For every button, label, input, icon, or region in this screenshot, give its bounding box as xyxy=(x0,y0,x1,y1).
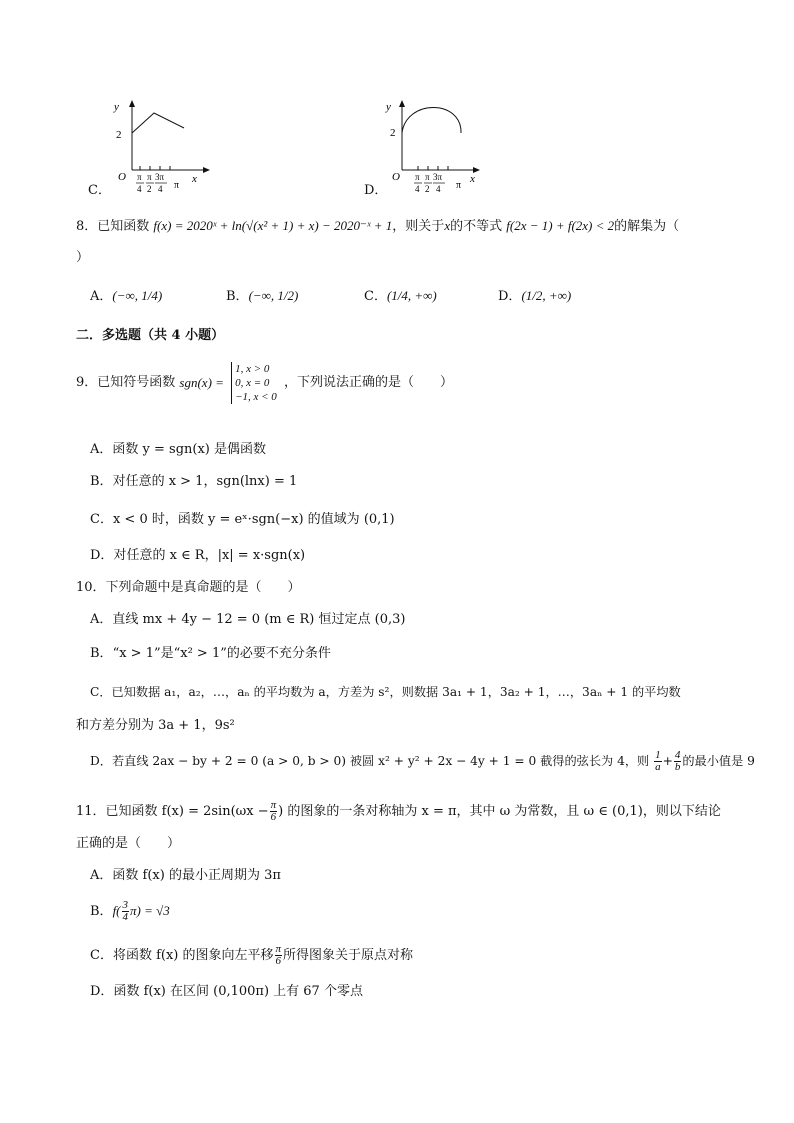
q10-stem: 10．下列命题中是真命题的是（ ） xyxy=(76,580,301,595)
graph-d-svg xyxy=(364,96,494,196)
svg-text:π: π xyxy=(425,172,430,182)
q10-d-frac-1: $\frac{1}{a}$ xyxy=(655,749,661,773)
q9-function: sgn(x) = xyxy=(179,375,224,390)
q8-function: f(x) = 2020ˣ + ln(√(x² + 1) + x) − 2020⁻ˣ + 1 xyxy=(153,218,393,233)
q8-suffix: 的解集为（ xyxy=(614,219,680,234)
q11-c-frac: $\frac{\pi}{6}$ xyxy=(275,943,282,967)
q9-stem xyxy=(76,362,453,404)
q10-d-frac-2: $\frac{4}{b}$ xyxy=(674,749,681,773)
svg-text:π: π xyxy=(174,180,180,191)
q8-mid2: 的不等式 xyxy=(450,219,503,234)
q11-stem-line2: 正确的是（ ） xyxy=(76,836,181,851)
q11-stem: 11．已知函数 f(x) = 2sin(ωx − $\frac{\pi}{6}$ ) 的图象的一条对称轴为 x = π，其中 ω 为常数，且 ω ∈ (0,1)，则以下结论 xyxy=(76,799,721,823)
q8-prefix: 8．已知函数 xyxy=(76,219,150,234)
q8-stem xyxy=(76,216,679,237)
q11-pi-frac: $\frac{\pi}{6}$ xyxy=(270,799,277,823)
q11-option-b[interactable]: B．f( $\frac{3}{4}$ π) = √3 xyxy=(90,899,170,923)
graph-d-y-mark: 2 xyxy=(390,127,396,139)
svg-text:π: π xyxy=(147,172,152,182)
q10-option-d[interactable]: D．若直线 2ax − by + 2 = 0 (a > 0, b > 0) 被圆 x² + y² + 2x − 4y + 1 = 0 截得的弦长为 4，则 $\frac{1}{a}$ + $\frac{4}{b}$ 的最小值是 9 xyxy=(90,749,755,773)
q8-var: x xyxy=(444,218,451,233)
svg-text:4: 4 xyxy=(137,184,142,194)
svg-text:4: 4 xyxy=(436,184,441,194)
graph-d-origin: O xyxy=(392,171,400,183)
q10-option-b[interactable]: B．“x > 1”是“x² > 1”的必要不充分条件 xyxy=(90,646,331,661)
graph-c-origin: O xyxy=(118,171,126,183)
q9-option-b[interactable]: B．对任意的 x > 1，sgn(lnx) = 1 xyxy=(90,474,298,489)
graph-c-svg xyxy=(88,96,218,196)
graph-c-y-mark: 2 xyxy=(116,129,122,141)
graph-d-label: D． xyxy=(364,183,388,198)
svg-text:4: 4 xyxy=(158,184,163,194)
svg-text:3π: 3π xyxy=(155,172,165,182)
q9-option-d[interactable]: D．对任意的 x ∈ R，|x| = x·sgn(x) xyxy=(90,548,306,563)
section-2-heading: 二．多选题（共 4 小题） xyxy=(76,328,225,343)
q11-option-a[interactable]: A．函数 f(x) 的最小正周期为 3π xyxy=(90,868,281,883)
q8-option-c[interactable]: C．(1/4, +∞) xyxy=(364,288,437,304)
q10-option-c[interactable]: C．已知数据 a₁，a₂，…，aₙ 的平均数为 a，方差为 s²，则数据 3a₁ + 1，3a₂ + 1，…，3aₙ + 1 的平均数 xyxy=(90,685,681,699)
svg-text:2: 2 xyxy=(147,184,152,194)
svg-text:2: 2 xyxy=(425,184,430,194)
graph-d xyxy=(364,96,494,196)
graph-c-y-axis-label: y xyxy=(114,101,119,113)
graph-d-y-axis-label: y xyxy=(386,101,391,113)
graph-c xyxy=(88,96,218,196)
svg-text:π: π xyxy=(415,172,420,182)
q9-cases xyxy=(231,362,277,404)
q11-b-frac: $\frac{3}{4}$ xyxy=(122,899,129,923)
q9-option-a[interactable]: A．函数 y = sgn(x) 是偶函数 xyxy=(90,442,266,457)
q9-suffix: ，下列说法正确的是（ ） xyxy=(283,375,453,390)
q10-option-a[interactable]: A．直线 mx + 4y − 12 = 0 (m ∈ R) 恒过定点 (0,3) xyxy=(90,612,406,627)
svg-text:3π: 3π xyxy=(433,172,443,182)
q8-inequality: f(2x − 1) + f(2x) < 2 xyxy=(506,218,615,233)
q8-option-d[interactable]: D．(1/2, +∞) xyxy=(498,288,572,304)
graph-c-x-axis-label: x xyxy=(192,173,197,185)
svg-text:4: 4 xyxy=(415,184,420,194)
q10-option-c-cont: 和方差分别为 3a + 1，9s² xyxy=(76,718,235,733)
q9-case-1: 1, x > 0 xyxy=(235,363,270,375)
q9-case-2: 0, x = 0 xyxy=(235,377,270,389)
q8-option-b[interactable]: B．(−∞, 1/2) xyxy=(226,288,299,304)
q11-option-c[interactable]: C．将函数 f(x) 的图象向左平移 $\frac{\pi}{6}$ 所得图象关于原点对称 xyxy=(90,943,414,967)
q9-prefix: 9．已知符号函数 xyxy=(76,375,176,390)
q9-case-3: −1, x < 0 xyxy=(235,391,277,403)
q11-option-d[interactable]: D．函数 f(x) 在区间 (0,100π) 上有 67 个零点 xyxy=(90,984,363,999)
svg-text:π: π xyxy=(137,172,142,182)
q8-option-a[interactable]: A．(−∞, 1/4) xyxy=(90,288,163,304)
graph-c-label: C． xyxy=(88,183,111,198)
graph-d-x-axis-label: x xyxy=(470,173,475,185)
q8-mid: ，则关于 xyxy=(392,219,445,234)
svg-text:π: π xyxy=(456,180,462,191)
q8-close: ） xyxy=(76,250,90,265)
q9-option-c[interactable]: C．x < 0 时，函数 y = eˣ·sgn(−x) 的值域为 (0,1) xyxy=(90,512,395,527)
